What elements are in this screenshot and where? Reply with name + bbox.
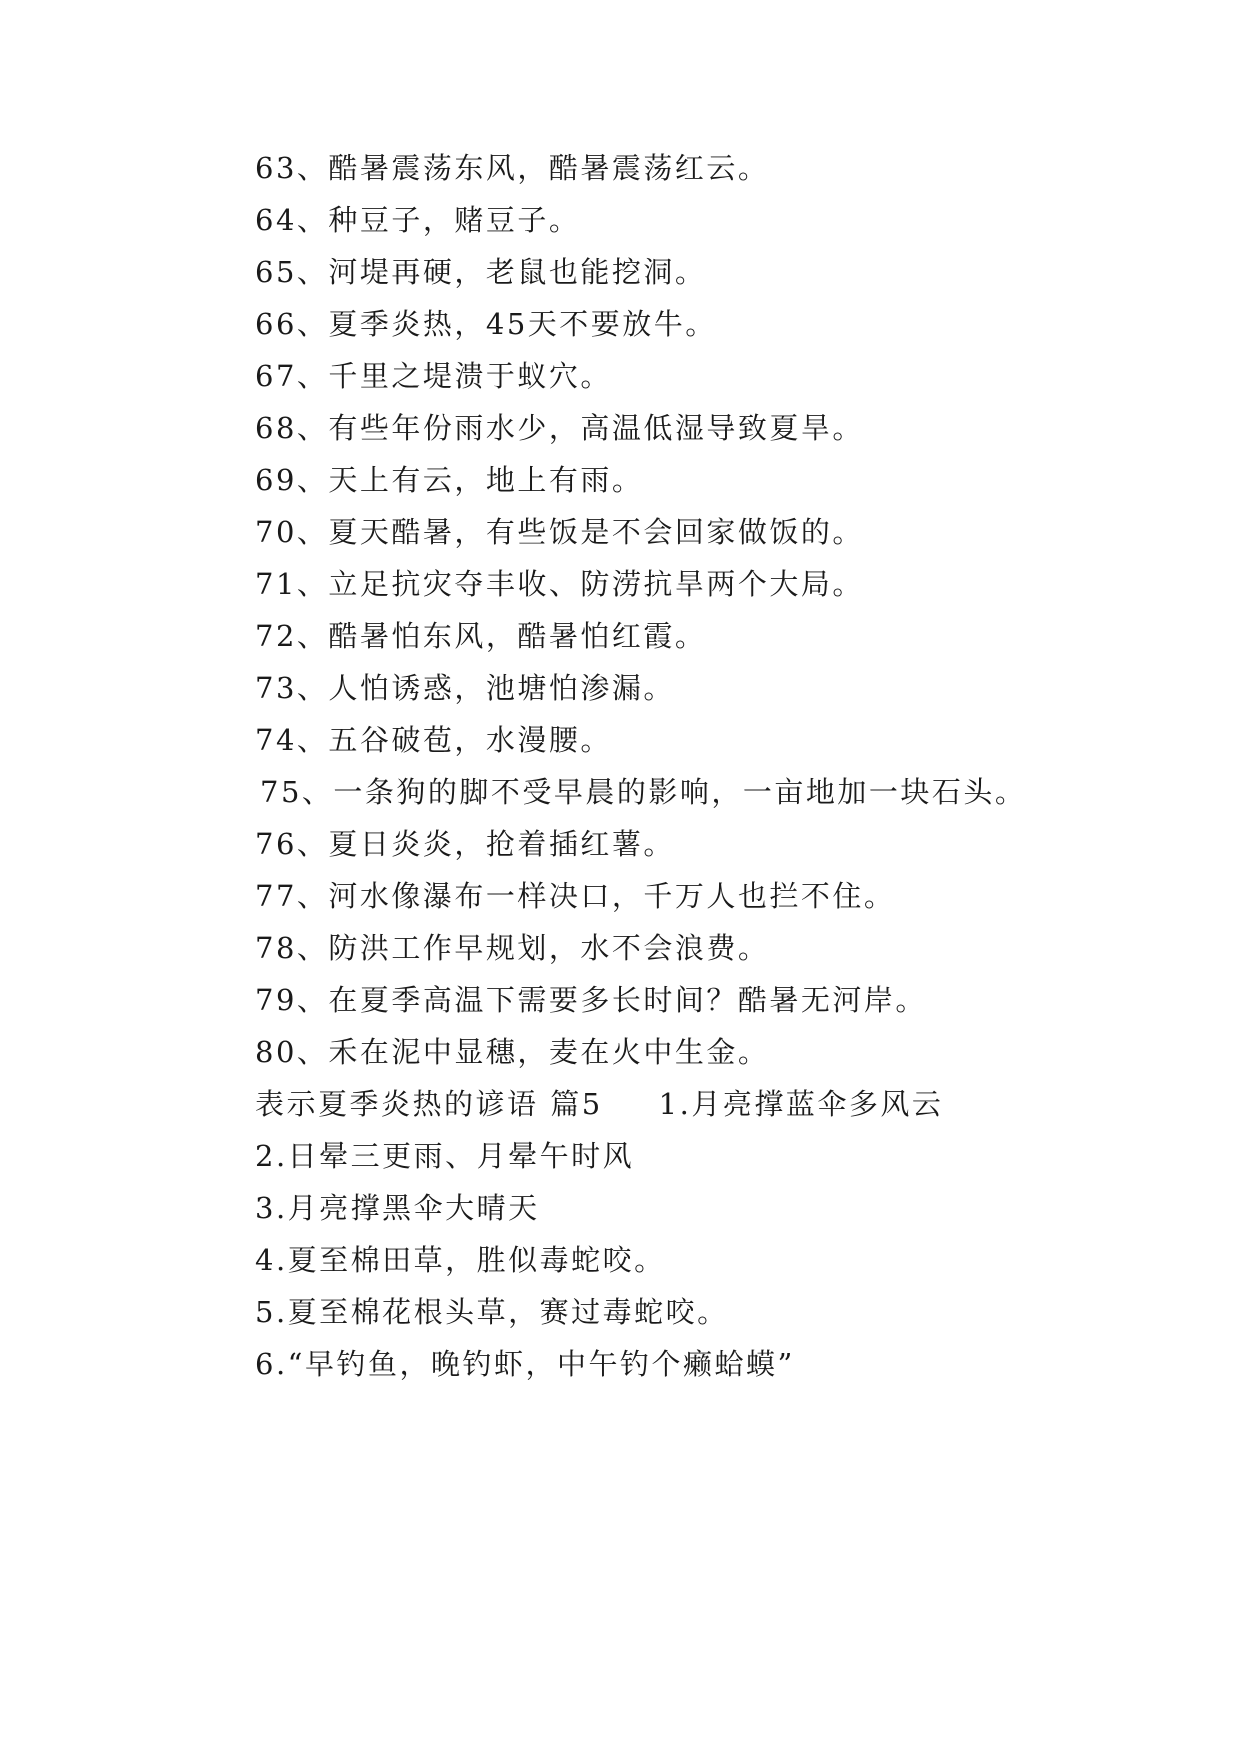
proverb-line-66: 66、夏季炎热，45天不要放牛。: [255, 307, 717, 341]
proverb-line-73: 73、人怕诱惑，池塘怕渗漏。: [255, 671, 675, 705]
proverb-line-64: 64、种豆子，赌豆子。: [255, 203, 581, 237]
proverb-line-65: 65、河堤再硬，老鼠也能挖洞。: [255, 255, 707, 289]
proverb-line-77: 77、河水像瀑布一样决口，千万人也拦不住。: [255, 879, 896, 913]
proverb-item-2: 2.日晕三更雨、月晕午时风: [255, 1139, 635, 1173]
proverb-line-67: 67、千里之堤溃于蚁穴。: [255, 359, 612, 393]
section-first-item: 1.月亮撑蓝伞多风云: [658, 1087, 944, 1121]
proverb-line-63: 63、酷暑震荡东风，酷暑震荡红云。: [255, 151, 770, 185]
proverb-item-4: 4.夏至棉田草，胜似毒蛇咬。: [255, 1243, 666, 1277]
proverb-item-3: 3.月亮撑黑伞大晴天: [255, 1191, 540, 1225]
proverb-item-6: 6.“早钓鱼，晚钓虾，中午钓个癞蛤蟆”: [255, 1347, 795, 1381]
proverb-line-74: 74、五谷破苞，水漫腰。: [255, 723, 612, 757]
section-heading-line: [255, 1084, 943, 1124]
proverb-line-75: 75、一条狗的脚不受早晨的影响，一亩地加一块石头。: [260, 775, 1027, 809]
proverb-item-5: 5.夏至棉花根头草，赛过毒蛇咬。: [255, 1295, 729, 1329]
section-heading: 表示夏季炎热的谚语 篇5: [255, 1087, 603, 1121]
proverb-line-72: 72、酷暑怕东风，酷暑怕红霞。: [255, 619, 707, 653]
proverb-line-80: 80、禾在泥中显穗，麦在火中生金。: [255, 1035, 770, 1069]
proverb-line-79: 79、在夏季高温下需要多长时间？酷暑无河岸。: [255, 983, 927, 1017]
proverb-line-68: 68、有些年份雨水少，高温低湿导致夏旱。: [255, 411, 864, 445]
proverb-line-76: 76、夏日炎炎，抢着插红薯。: [255, 827, 675, 861]
proverb-line-78: 78、防洪工作早规划，水不会浪费。: [255, 931, 770, 965]
proverb-line-69: 69、天上有云，地上有雨。: [255, 463, 644, 497]
proverb-line-70: 70、夏天酷暑，有些饭是不会回家做饭的。: [255, 515, 864, 549]
proverb-line-71: 71、立足抗灾夺丰收、防涝抗旱两个大局。: [255, 567, 864, 601]
